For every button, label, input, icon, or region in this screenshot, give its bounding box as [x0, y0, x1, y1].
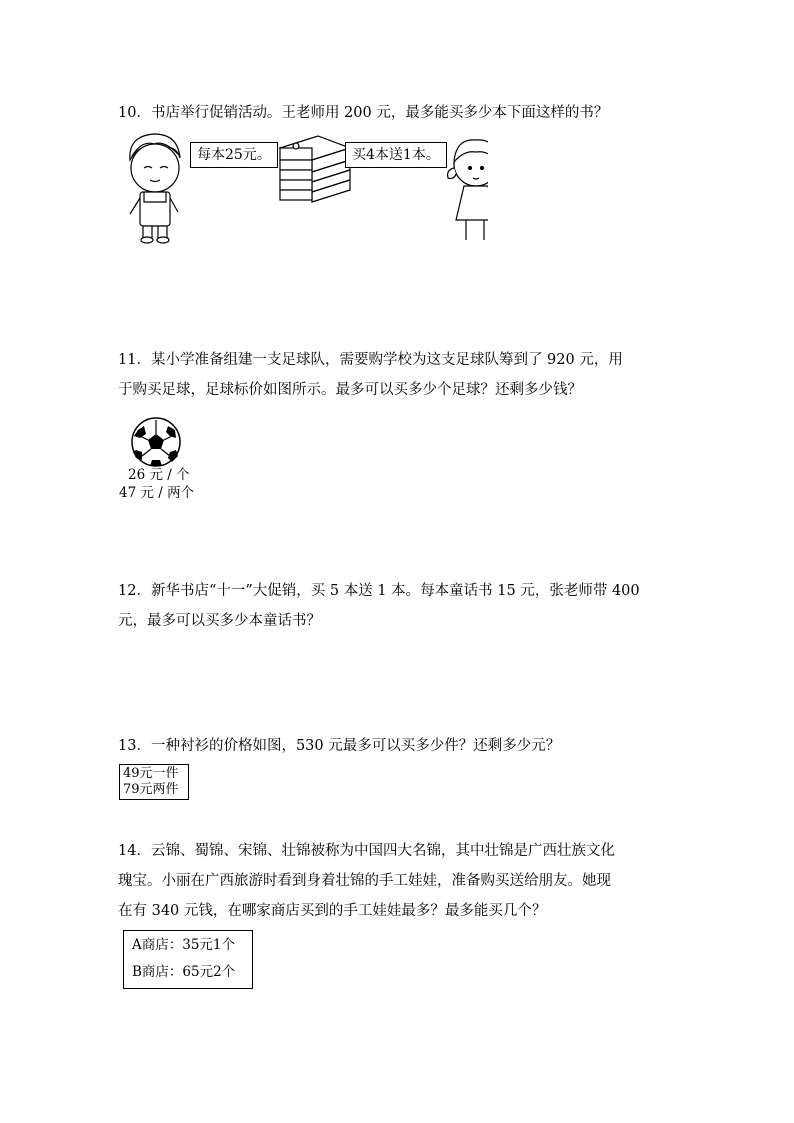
question-14-text-line3: 在有 340 元钱，在哪家商店买到的手工娃娃最多？最多能买几个？ — [118, 903, 547, 919]
question-11-text-line1: 11．某小学准备组建一支足球队，需要购学校为这支足球队筹到了 920 元，用 — [118, 352, 623, 368]
shirt-price-box — [119, 764, 189, 800]
question-14 — [118, 836, 678, 926]
shop-price-box — [123, 930, 253, 989]
shirt-price-double: 79元两件 — [123, 782, 179, 797]
question-12-text-line2: 元，最多可以买多少本童话书？ — [118, 613, 321, 629]
shop-a-price: A商店：35元1个 — [132, 937, 236, 953]
question-12 — [118, 576, 678, 636]
boy-speech-bubble: 每本25元。 — [190, 142, 278, 168]
shop-b-price: B商店：65元2个 — [132, 964, 236, 980]
soccer-ball-icon — [128, 416, 184, 468]
question-13 — [118, 731, 678, 761]
ball-price-single: 26 元 / 个 — [128, 467, 190, 483]
question-14-text-line2: 瑰宝。小丽在广西旅游时看到身着壮锦的手工娃娃，准备购买送给朋友。她现 — [118, 873, 611, 889]
book-stack-icon — [280, 136, 350, 202]
boy-figure — [130, 134, 180, 243]
question-10 — [118, 98, 678, 128]
ball-price-double: 47 元 / 两个 — [119, 485, 195, 501]
question-11 — [118, 345, 678, 405]
shirt-price-single: 49元一件 — [123, 766, 179, 781]
girl-figure — [448, 140, 488, 240]
question-12-text-line1: 12．新华书店“十一”大促销，买 5 本送 1 本。每本童话书 15 元，张老师带 400 — [118, 583, 640, 599]
question-11-text-line2: 于购买足球，足球标价如图所示。最多可以买多少个足球？还剩多少钱？ — [118, 382, 582, 398]
girl-speech-bubble: 买4本送1本。 — [345, 142, 447, 168]
question-10-text: 10．书店举行促销活动。王老师用 200 元，最多能买多少本下面这样的书？ — [118, 105, 609, 121]
question-13-text: 13．一种衬衫的价格如图，530 元最多可以买多少件？还剩多少元？ — [118, 738, 561, 754]
question-14-text-line1: 14．云锦、蜀锦、宋锦、壮锦被称为中国四大名锦，其中壮锦是广西壮族文化 — [118, 843, 615, 859]
